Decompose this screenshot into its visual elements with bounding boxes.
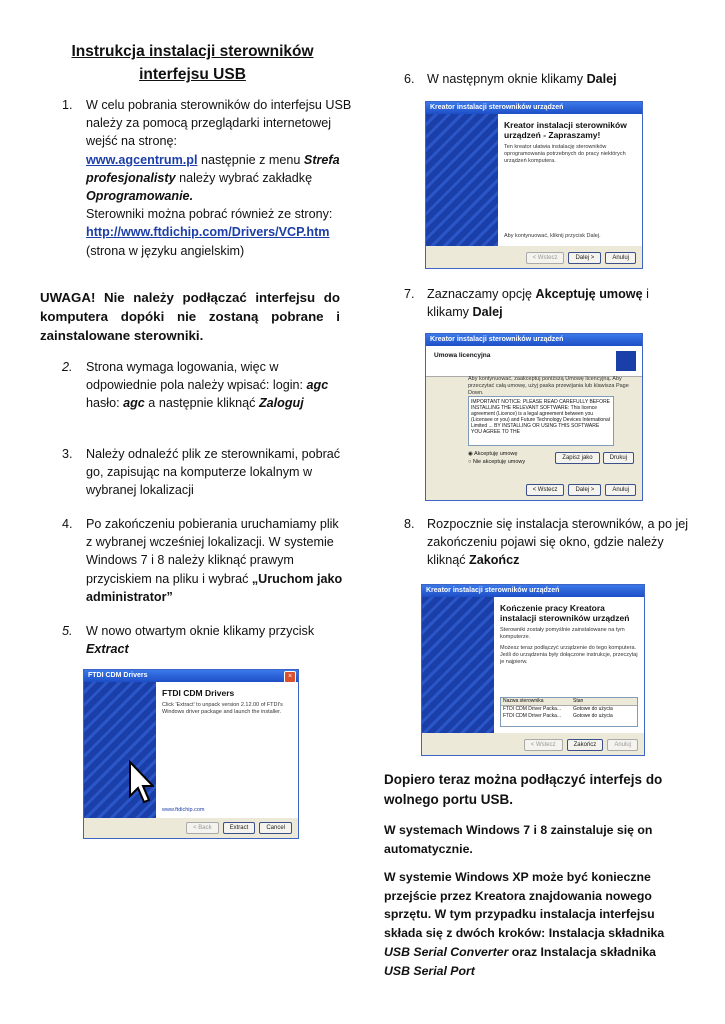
step-8: 8. Rozpocznie się instalacja sterowników, a po jej zakończeniu pojawi się okno, gdzie należy kliknąć Zakończ — [404, 517, 689, 568]
ftdi-heading: FTDI CDM Drivers — [162, 688, 235, 698]
back-button[interactable]: < Wstecz — [524, 739, 563, 751]
windows7-note: W systemach Windows 7 i 8 zainstaluje się on automatycznie. — [384, 823, 653, 856]
cancel-button[interactable]: Cancel — [259, 822, 292, 834]
finish-button[interactable]: Zakończ — [567, 739, 604, 751]
back-button[interactable]: < Wstecz — [526, 252, 565, 264]
ftdi-titlebar[interactable]: FTDI CDM Drivers — [84, 670, 298, 682]
wizard-finish-heading: Kończenie pracy Kreatora instalacji sterowników urządzeń — [500, 603, 630, 623]
wizard-finish-text2: Możesz teraz podłączyć urządzenie do tego komputera. Jeśli do urządzenia były dołączone instrukcje, przeczytaj je najpierw. — [500, 645, 638, 665]
windowsxp-note: W systemie Windows XP może być konieczne przejście przez Kreatora znajdowania nowego sprzętu. W tym przypadku instalacja interfejsu składa się z dwóch kroków: Instalacja składnika USB Serial Converter oraz Instalacja składnika USB Serial Port — [384, 870, 665, 978]
driver-table — [500, 697, 638, 727]
step-7: 7. Zaznaczamy opcję Akceptuję umowę i klikamy Dalej — [404, 287, 649, 320]
step-4: 4. Po zakończeniu pobierania uruchamiamy plik z wybranej wcześniej lokalizacji. W systemie Windows 7 i 8 należy kliknąć prawym przyciskiem na pliku i wybrać „Uruchom jako administrator” — [62, 517, 343, 604]
table-row: FTDI CDM Driver Packa... Gotowe do użycia — [503, 706, 613, 712]
cancel-button[interactable]: Anuluj — [607, 739, 638, 751]
step-3: 3. Należy odnaleźć plik ze sterownikami, pobrać go, zapisując na komputerze lokalnym w wybranej lokalizacji — [62, 447, 341, 498]
wizard-welcome-dialog — [425, 101, 643, 269]
print-button[interactable]: Drukuj — [603, 452, 634, 464]
warning-text: UWAGA! Nie należy podłączać interfejsu do komputera dopóki nie zostaną pobrane i zainstalowane sterowniki. — [40, 290, 340, 343]
back-button[interactable]: < Back — [186, 822, 219, 834]
ftdi-text: Click 'Extract' to unpack version 2.12.00 of FTDI's Windows driver package and launch the installer. — [162, 702, 283, 715]
document-title: Instrukcja instalacji sterowników interfejsu USB — [71, 43, 314, 83]
connect-note: Dopiero teraz można podłączyć interfejs do wolnego portu USB. — [384, 772, 663, 807]
ftdi-dialog — [83, 669, 299, 839]
ftdi-footer-link[interactable]: www.ftdichip.com — [162, 807, 205, 813]
license-textbox[interactable]: IMPORTANT NOTICE: PLEASE READ CAREFULLY BEFORE INSTALLING THE RELEVANT SOFTWARE: This licence agreement (Licence) is a legal agreement between you (Licensee or you) and Future Technology Devices International Limited ... BY INSTALLING OR USING THIS SOFTWARE YOU AGREE TO THE — [468, 396, 614, 446]
step-6: 6. W następnym oknie klikamy Dalej — [404, 72, 617, 86]
wizard-welcome-heading: Kreator instalacji sterowników urządzeń - Zapraszamy! — [504, 120, 627, 140]
mouse-cursor-icon — [128, 760, 154, 806]
cancel-button[interactable]: Anuluj — [605, 484, 636, 496]
col-driver-name: Nazwa sterownika — [503, 698, 544, 704]
wizard-welcome-titlebar[interactable]: Kreator instalacji sterowników urządzeń — [426, 102, 642, 114]
wizard-icon — [616, 351, 636, 371]
license-heading: Umowa licencyjna — [434, 352, 491, 359]
next-button[interactable]: Dalej > — [568, 252, 601, 264]
next-button[interactable]: Dalej > — [568, 484, 601, 496]
wizard-finish-dialog — [421, 584, 645, 756]
table-row: FTDI CDM Driver Packa... Gotowe do użycia — [503, 713, 613, 719]
col-status: Stan — [573, 698, 584, 704]
step-2: 2. Strona wymaga logowania, więc w odpowiednie pola należy wpisać: login: agc hasło: agc a następnie kliknąć Zaloguj — [62, 360, 329, 411]
wizard-side-graphic — [422, 597, 494, 733]
wizard-side-graphic — [426, 114, 498, 246]
license-instructions: Aby kontynuować, zaakceptuj poniższą Umowę licencyjną. Aby przeczytać całą umowę, użyj paska przewijania lub klawisza Page Down. — [468, 376, 629, 396]
close-icon[interactable]: × — [284, 671, 296, 683]
wizard-license-dialog — [425, 333, 643, 501]
wizard-license-titlebar[interactable]: Kreator instalacji sterowników urządzeń — [426, 334, 642, 346]
accept-radio[interactable]: ◉ Akceptuję umowę — [468, 451, 518, 457]
back-button[interactable]: < Wstecz — [526, 484, 565, 496]
reject-radio[interactable]: ○ Nie akceptuję umowy — [468, 459, 526, 465]
wizard-finish-titlebar[interactable]: Kreator instalacji sterowników urządzeń — [422, 585, 644, 597]
save-as-button[interactable]: Zapisz jako — [555, 452, 599, 464]
wizard-finish-text: Sterowniki zostały pomyślnie zainstalowane na tym komputerze. — [500, 627, 625, 640]
ftdichip-link[interactable]: http://www.ftdichip.com/Drivers/VCP.htm — [86, 225, 330, 240]
step-5: 5. W nowo otwartym oknie klikamy przycisk Extract — [62, 624, 315, 657]
step-1: 1. W celu pobrania sterowników do interfejsu USB należy za pomocą przeglądarki internetowej wejść na stronę: www.agcentrum.pl następnie z menu Strefa profesjonalisty należy wybrać zakładkę Oprogramowanie. Sterowniki można pobrać również ze strony: http://www.ftdichip.com/Drivers/VCP.htm (strona w języku angielskim) — [62, 98, 352, 258]
wizard-welcome-hint: Aby kontynuować, kliknij przycisk Dalej. — [504, 233, 601, 239]
wizard-welcome-text: Ten kreator ułatwia instalację sterowników oprogramowania potrzebnych do pracy niektórych urządzeń komputera. — [504, 144, 626, 164]
extract-button[interactable]: Extract — [223, 822, 256, 834]
agcentrum-link[interactable]: www.agcentrum.pl — [86, 152, 198, 167]
cancel-button[interactable]: Anuluj — [605, 252, 636, 264]
